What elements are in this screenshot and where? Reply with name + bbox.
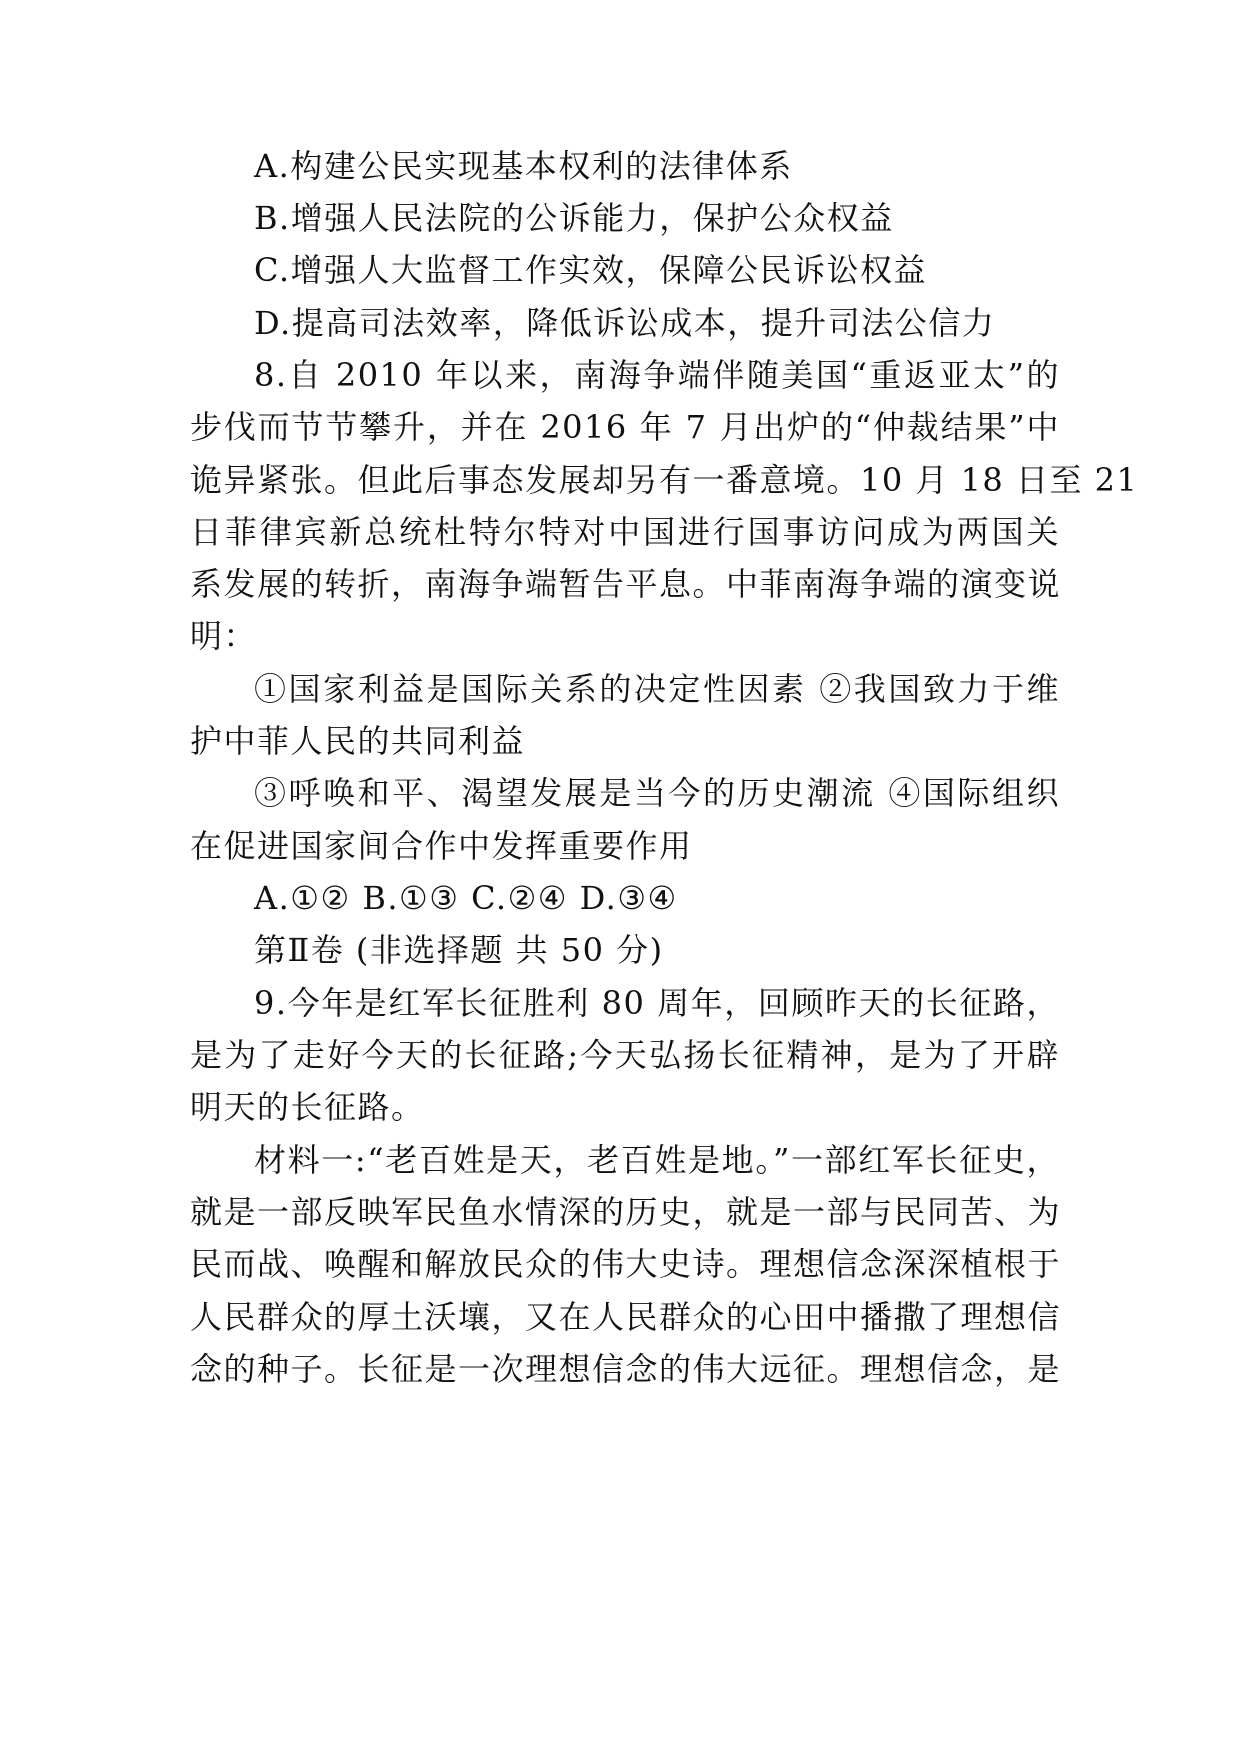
option-c-line: C.增强人大监督工作实效，保障公民诉讼权益: [254, 251, 928, 289]
question-8-line-6: 明：: [190, 617, 258, 655]
question-8-line-1: 8.自 2010 年以来，南海争端伴随美国“重返亚太”的: [254, 356, 1060, 394]
question-8-line-3: 诡异紧张。但此后事态发展却另有一番意境。10 月 18 日至 21: [190, 461, 1139, 499]
question-8-line-5: 系发展的转折，南海争端暂告平息。中菲南海争端的演变说: [190, 565, 1062, 603]
question-8-options: A.①② B.①③ C.②④ D.③④: [254, 879, 678, 917]
question-9-line-2: 是为了走好今天的长征路;今天弘扬长征精神，是为了开辟: [190, 1036, 1060, 1074]
question-9-line-3: 明天的长征路。: [190, 1088, 425, 1126]
material-1-line-5: 念的种子。长征是一次理想信念的伟大远征。理想信念，是: [190, 1350, 1062, 1388]
question-9-line-1: 9.今年是红军长征胜利 80 周年，回顾昨天的长征路，: [254, 984, 1060, 1022]
material-1-line-4: 人民群众的厚土沃壤，又在人民群众的心田中播撒了理想信: [190, 1298, 1062, 1336]
statement-1-2-line-2: 护中菲人民的共同利益: [190, 722, 526, 760]
option-b-line: B.增强人民法院的公诉能力，保护公众权益: [254, 199, 894, 237]
material-1-line-1: 材料一:“老百姓是天，老百姓是地。”一部红军长征史，: [254, 1141, 1060, 1179]
option-d-line: D.提高司法效率，降低诉讼成本，提升司法公信力: [254, 304, 996, 342]
question-8-line-4: 日菲律宾新总统杜特尔特对中国进行国事访问成为两国关: [190, 513, 1060, 551]
option-a-line: A.构建公民实现基本权利的法律体系: [254, 147, 793, 185]
statement-1-2-line-1: ①国家利益是国际关系的决定性因素 ②我国致力于维: [254, 670, 1060, 708]
question-8-line-2: 步伐而节节攀升，并在 2016 年 7 月出炉的“仲裁结果”中: [190, 408, 1060, 446]
section-2-heading: 第Ⅱ卷 (非选择题 共 50 分): [254, 931, 664, 969]
material-1-line-2: 就是一部反映军民鱼水情深的历史，就是一部与民同苦、为: [190, 1193, 1062, 1231]
material-1-line-3: 民而战、唤醒和解放民众的伟大史诗。理想信念深深植根于: [190, 1245, 1062, 1283]
statement-3-4-line-1: ③呼唤和平、渴望发展是当今的历史潮流 ④国际组织: [254, 774, 1060, 812]
statement-3-4-line-2: 在促进国家间合作中发挥重要作用: [190, 827, 693, 865]
